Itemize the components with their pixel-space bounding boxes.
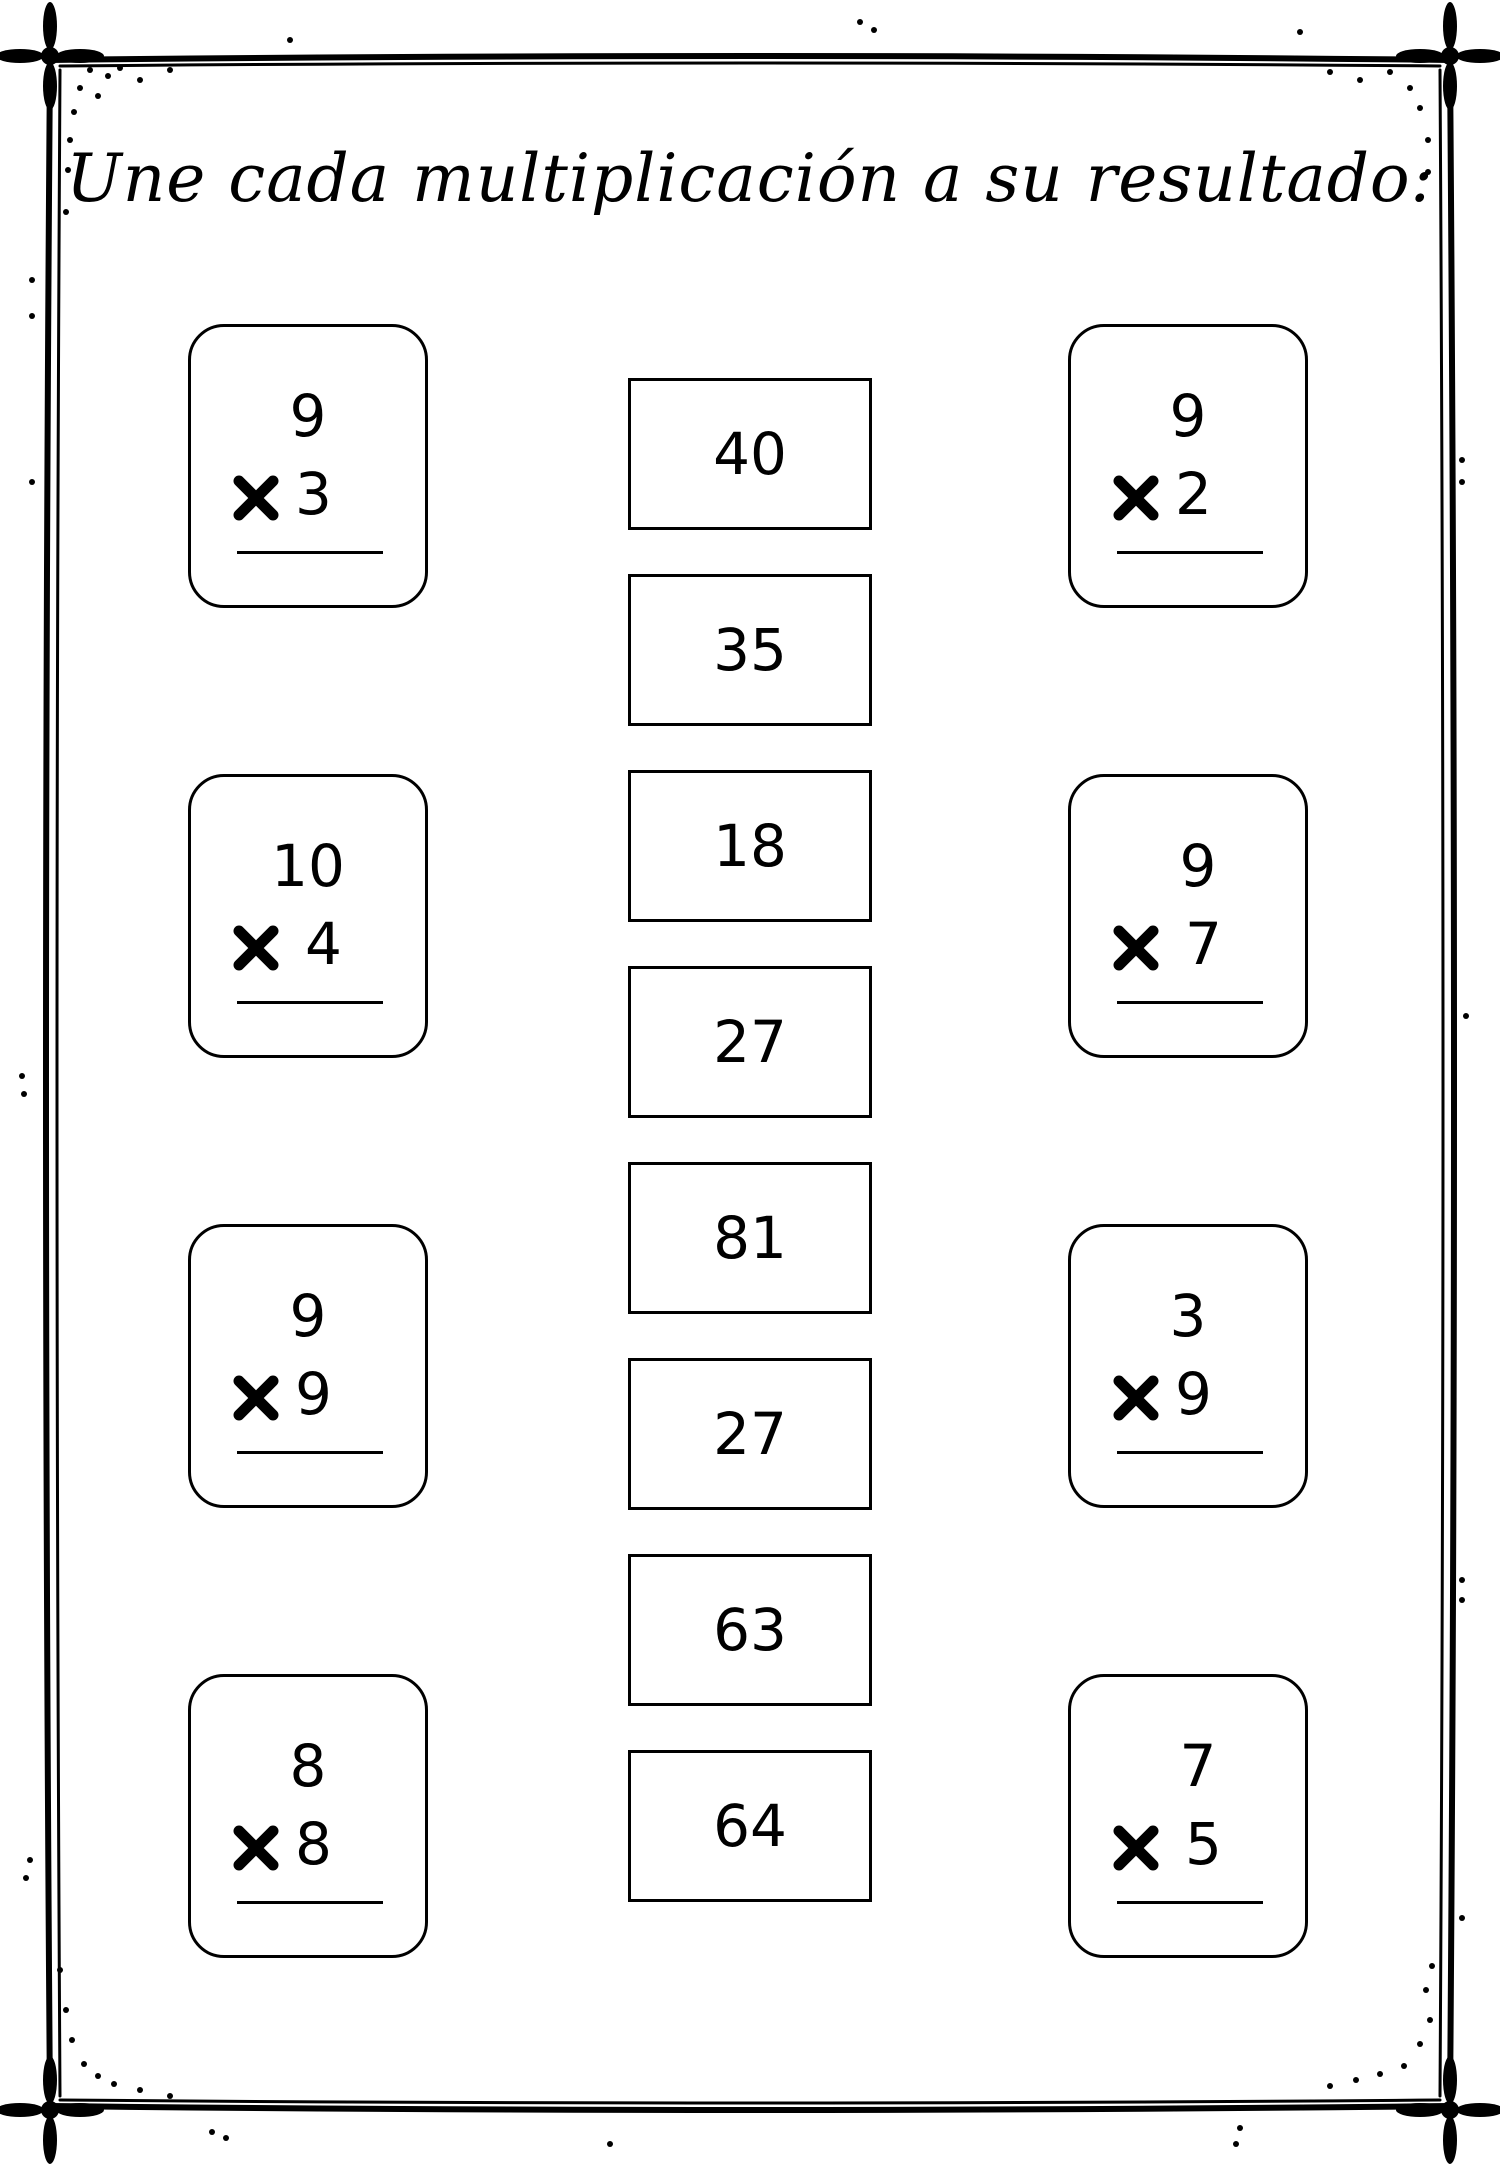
multiplication-card[interactable] [1068, 324, 1308, 608]
worksheet-title: Une cada multiplicación a su resultado: [66, 140, 1434, 217]
multiplier: 7 [1185, 910, 1222, 978]
multiply-icon [231, 1373, 281, 1423]
multiplicand: 9 [289, 1282, 327, 1350]
answer-line [1117, 1901, 1263, 1904]
multiplicand: 8 [289, 1732, 327, 1800]
multiply-icon [231, 923, 281, 973]
multiply-icon [231, 1823, 281, 1873]
multiplicand: 9 [1169, 382, 1207, 450]
result-box[interactable]: 64 [628, 1750, 872, 1902]
multiplicand: 9 [1179, 832, 1217, 900]
multiplication-card[interactable] [1068, 1224, 1308, 1508]
multiplication-card[interactable] [188, 774, 428, 1058]
result-box[interactable]: 27 [628, 966, 872, 1118]
multiplier: 9 [1175, 1360, 1212, 1428]
multiplier: 4 [305, 910, 342, 978]
multiply-icon [231, 473, 281, 523]
result-box[interactable]: 35 [628, 574, 872, 726]
multiplicand: 3 [1169, 1282, 1207, 1350]
multiplier: 2 [1175, 460, 1212, 528]
multiply-icon [1111, 923, 1161, 973]
answer-line [1117, 1451, 1263, 1454]
multiplicand: 10 [271, 832, 345, 900]
answer-line [237, 551, 383, 554]
multiplication-card[interactable] [188, 324, 428, 608]
multiplier: 9 [295, 1360, 332, 1428]
result-box[interactable]: 27 [628, 1358, 872, 1510]
result-box[interactable]: 63 [628, 1554, 872, 1706]
multiply-icon [1111, 473, 1161, 523]
multiplier: 5 [1185, 1810, 1222, 1878]
multiply-icon [1111, 1373, 1161, 1423]
multiplier: 8 [295, 1810, 332, 1878]
multiplicand: 7 [1179, 1732, 1217, 1800]
multiplication-card[interactable] [188, 1674, 428, 1958]
multiplicand: 9 [289, 382, 327, 450]
result-box[interactable]: 40 [628, 378, 872, 530]
answer-line [237, 1901, 383, 1904]
answer-line [1117, 1001, 1263, 1004]
result-box[interactable]: 18 [628, 770, 872, 922]
multiplier: 3 [295, 460, 332, 528]
answer-line [237, 1451, 383, 1454]
multiplication-card[interactable] [1068, 1674, 1308, 1958]
multiply-icon [1111, 1823, 1161, 1873]
answer-line [1117, 551, 1263, 554]
multiplication-card[interactable] [1068, 774, 1308, 1058]
multiplication-card[interactable] [188, 1224, 428, 1508]
result-box[interactable]: 81 [628, 1162, 872, 1314]
answer-line [237, 1001, 383, 1004]
